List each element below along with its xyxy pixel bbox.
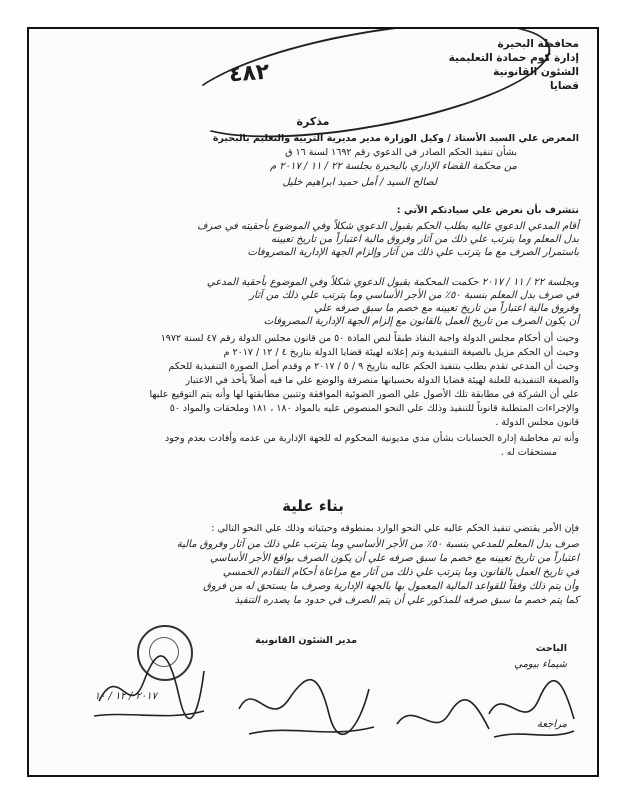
header-dept: الشئون القانونية — [493, 66, 579, 78]
conclusion-intro: فإن الأمر يقتضي تنفيذ الحكم عاليه علي النحو الوارد بمنطوقه وحيثياته وذلك علي النحو التالي : — [211, 523, 579, 534]
bullet-line: وحيث أن أحكام مجلس الدولة واجبة النفاذ طبقاً لنص المادة ٥٠ من قانون مجلس الدولة رقم ٤٧ لسنة ١٩٧٢ — [160, 333, 579, 344]
bullet-line: وأنه تم مخاطبة إدارة الحسابات بشأن مدي مديونية المحكوم له للجهة الإدارية من عدمه وأفادت بعدم وجود — [165, 433, 579, 444]
bullet-line: وحيث أن الحكم مزيل بالصيغة التنفيذية وتم إعلانه لهيئة قضايا الدولة بتاريخ ٤ / ١٢ / ٢٠١٧ م — [223, 347, 579, 358]
case-number: ٤٨٢ — [228, 59, 271, 88]
body-line: باستمرار الصرف مع ما يترتب علي ذلك من آثار وإلزام الجهة الإدارية المصروفات — [247, 247, 579, 258]
bullet-line: والصيغة التنفيذية للعلنة لهيئة قضايا الدولة بحسبانها منصرفة والوضع علي ما فيه أصلاً يأخذ في الاعتبار — [185, 375, 579, 386]
signature-date: ٢٠١٧ / ١٢ / ١٠ — [94, 691, 157, 702]
manager-title: مدير الشئون القانونية — [255, 635, 357, 646]
header-office: قضايا — [549, 80, 579, 92]
conclusion-line: في تاريخ العمل بالقانون وما يترتب علي ذلك من آثار مع مراعاة أحكام التقادم الخمسي — [222, 567, 579, 578]
researcher-title: الباحث — [535, 643, 567, 654]
intro-text: نتشرف بأن نعرض علي سيادتكم الآتي : — [396, 205, 579, 216]
body-line: وبجلسة ٢٢ / ١١ / ٢٠١٧ حكمت المحكمة بقبول الدعوي شكلاً وفي الموضوع بأحقية المدعي — [206, 277, 579, 288]
body-line: في صرف بدل المعلم بنسبة ٥٠٪ من الأجر الأساسي وما يترتب علي ذلك من آثار — [249, 290, 579, 301]
document-page — [27, 27, 599, 777]
subject-line-3: لصالح السيد / أمل حميد ابراهيم خليل — [282, 177, 437, 188]
memo-title: مذكرة — [296, 115, 330, 128]
header-governorate: محافظة البحيرة — [497, 38, 579, 50]
body-line: أقام المدعي الدعوي عاليه بطلب الحكم بقبول الدعوي شكلاً وفي الموضوع بأحقيته في صرف — [197, 221, 579, 232]
signature-scribble-manager — [229, 669, 379, 749]
bullet-line: علي أن الشركة في مطابقة تلك الأصول علي الصور الضوئية الموافقة وتتبين مطابقتها لها وأنه يتم التوقيع عليها — [149, 389, 579, 400]
addressee: المعرض علي السيد الأستاذ / وكيل الوزارة مدير مديرية التربية والتعليم بالبحيرة — [212, 133, 579, 144]
body-line: أن يكون الصرف من تاريخ العمل بالقانون مع إلزام الجهة الإدارية المصروفات — [263, 316, 579, 327]
researcher-name: شيماء بيومي — [514, 659, 567, 670]
bullet-line: والإجراءات المتطلبة قانوناً للتنفيذ وذلك علي النحو المنصوص عليه بالمواد ١٨٠ ، ١٨١ وملحقات والمواد ٥٠ — [169, 403, 579, 414]
body-line: بدل المعلم وما يترتب علي ذلك من آثار وفروق مالية اعتباراً من تاريخ تعيينه — [271, 234, 579, 245]
section-title: بناء علية — [282, 497, 344, 515]
conclusion-line: وأن يتم ذلك وفقاً للقواعد المالية المعمول بها بالجهة الإدارية وصرف ما يستحق له من فروق — [203, 581, 579, 592]
conclusion-line: اعتباراً من تاريخ تعيينه مع خصم ما سبق صرفه علي أن يكون الصرف بواقع الأجر الأساسي — [209, 553, 579, 564]
conclusion-line: صرف بدل المعلم للمدعي بنسبة ٥٠٪ من الأجر الأساسي وما يترتب علي ذلك من آثار وفروق مالية — [176, 539, 579, 550]
conclusion-line: كما يتم خصم ما سبق صرفه للمذكور علي أن يتم الصرف في حدود ما يصدره التنفيذ — [234, 595, 579, 606]
signature-scribble-researcher — [479, 669, 579, 749]
signature-scribble-left — [89, 641, 209, 731]
header-directorate: إدارة كوم حمادة التعليمية — [448, 52, 579, 64]
bullet-line: مستحقات له . — [500, 447, 557, 458]
subject-line-1: بشأن تنفيذ الحكم الصادر في الدعوي رقم ١٦٩٢ لسنة ١٦ ق — [285, 147, 517, 158]
bullet-line: وحيث أن المدعي تقدم بطلب بتنفيذ الحكم عاليه بتاريخ ٩ / ٥ / ٢٠١٧ م وقدم أصل الصورة التنفيذية للحكم — [168, 361, 579, 372]
bullet-line: قانون مجلس الدولة . — [495, 417, 579, 428]
body-line: وفروق مالية اعتباراً من تاريخ تعيينه مع خصم ما سبق صرفه علي — [314, 303, 579, 314]
reviewer-label: مراجعة — [536, 719, 567, 730]
subject-line-2: من محكمة القضاء الإداري بالبحيرة بجلسة ٢٢ / ١١ / ٢٠١٧ م — [270, 161, 517, 172]
